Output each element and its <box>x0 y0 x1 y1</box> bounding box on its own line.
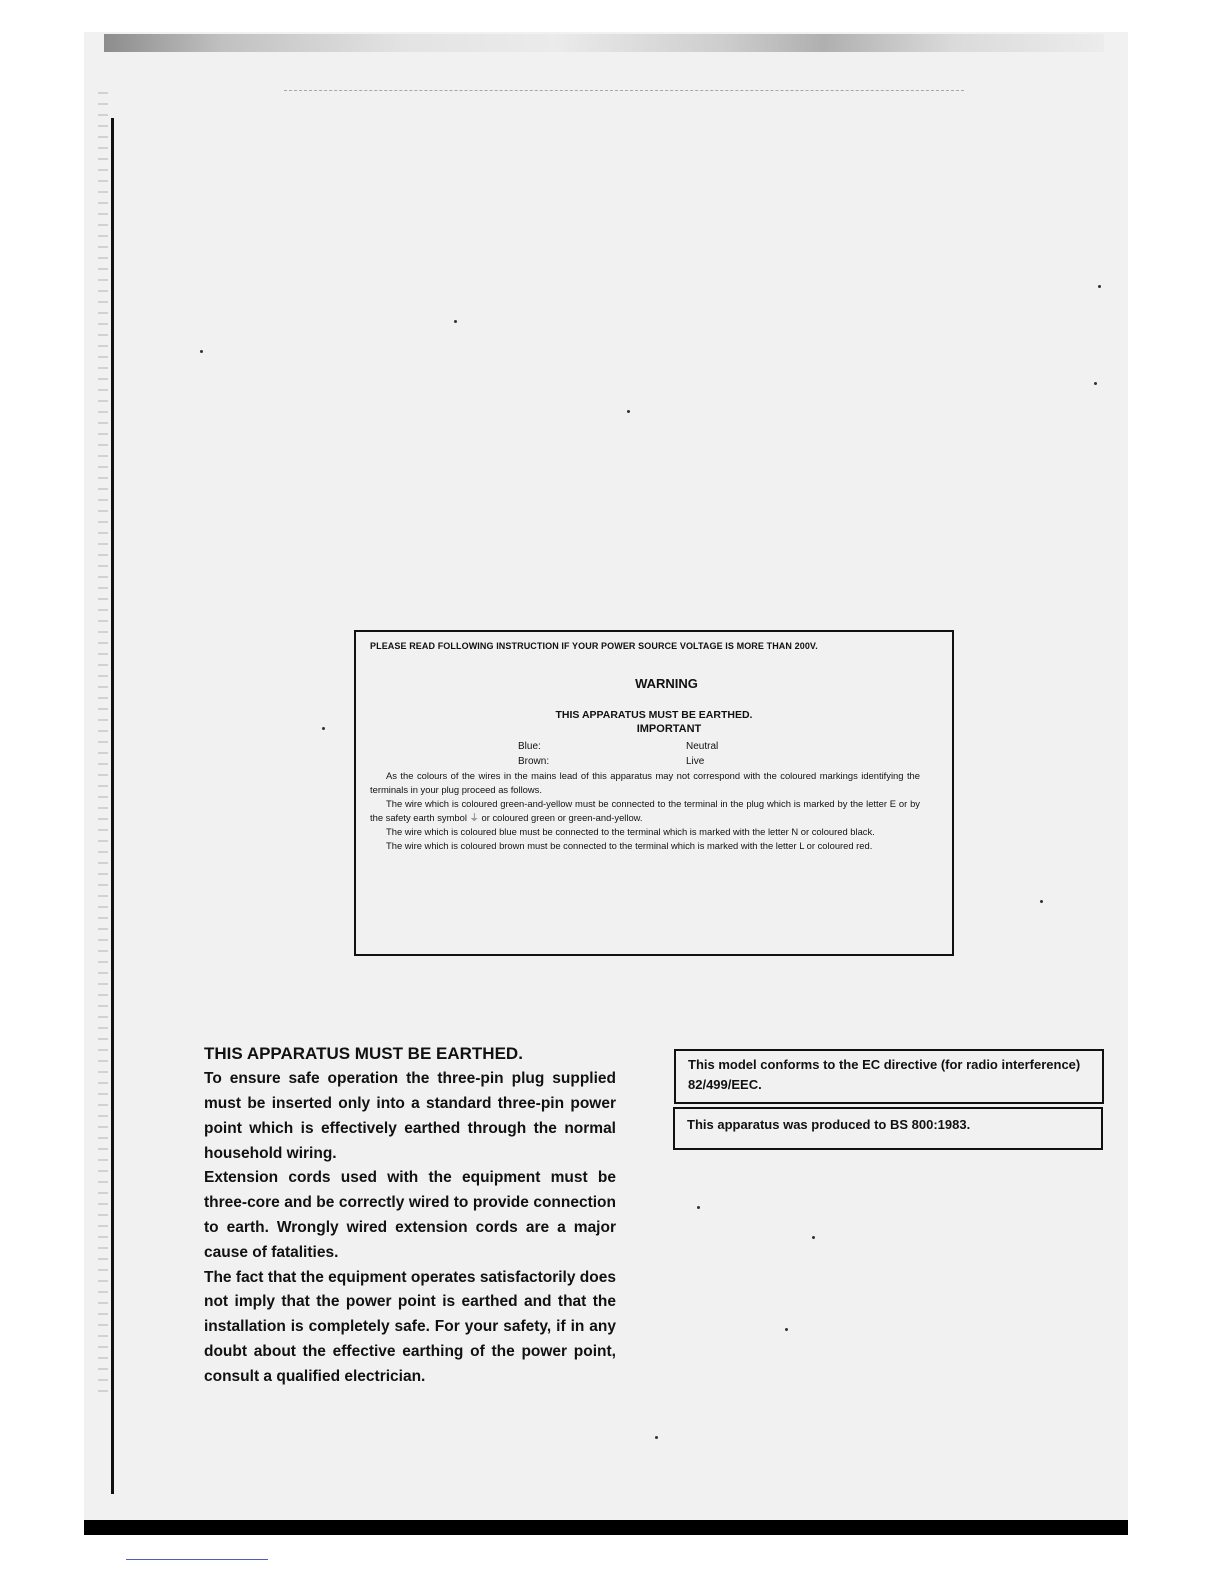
scan-dust <box>655 1436 658 1439</box>
wire-meaning: Neutral <box>686 740 719 752</box>
ec-directive-notice <box>674 1049 1104 1104</box>
wire-colour: Blue: <box>518 740 541 752</box>
footer-rule <box>126 1559 268 1560</box>
warning-header: PLEASE READ FOLLOWING INSTRUCTION IF YOUR POWER SOURCE VOLTAGE IS MORE THAN 200V. <box>370 641 818 651</box>
wire-row-blue <box>518 739 938 754</box>
scan-dust <box>697 1206 700 1209</box>
earthing-title: THIS APPARATUS MUST BE EARTHED. <box>204 1044 523 1063</box>
voltage-warning-box <box>354 630 954 956</box>
scan-artifact-dash <box>284 90 964 92</box>
bs-standard-notice <box>673 1107 1103 1150</box>
scan-dust <box>785 1328 788 1331</box>
bs-standard-text: This apparatus was produced to BS 800:1983. <box>687 1117 971 1132</box>
scan-dust <box>322 727 325 730</box>
bottom-scan-bar <box>84 1520 1128 1535</box>
wire-colour-table <box>518 739 938 769</box>
warning-paragraph: The wire which is coloured brown must be connected to the terminal which is marked with the letter L or coloured red. <box>386 840 873 852</box>
wire-row-brown <box>518 754 938 769</box>
warning-subtitle: THIS APPARATUS MUST BE EARTHED. <box>555 709 753 722</box>
scan-dust <box>627 410 630 413</box>
earthing-paragraph: Extension cords used with the equipment must be three-core and be correctly wired to provide connection to earth. Wrongly wired extension cords are a major cause of fatalities. <box>204 1169 616 1261</box>
scan-artifact-top <box>104 34 1104 52</box>
ec-directive-text: This model conforms to the EC directive (for radio interference) 82/499/EEC. <box>688 1057 1081 1092</box>
warning-title: WARNING <box>635 675 698 691</box>
scan-dust <box>812 1236 815 1239</box>
wire-meaning: Live <box>686 755 705 767</box>
warning-paragraph: As the colours of the wires in the mains lead of this apparatus may not correspond with the coloured markings identifying the terminals in your plug proceed as follows. <box>370 769 920 795</box>
wire-colour: Brown: <box>518 755 550 767</box>
warning-paragraph: The wire which is coloured green-and-yellow must be connected to the terminal in the plug which is marked by the letter E or by the safety earth symbol ⏚ or coloured green or green-and-yellow. <box>370 797 920 823</box>
scan-dust <box>454 320 457 323</box>
scan-dust <box>1098 285 1101 288</box>
left-margin-rule <box>111 118 114 1494</box>
important-label: IMPORTANT <box>636 723 702 736</box>
scan-artifact-left <box>98 92 108 1392</box>
scan-dust <box>1094 382 1097 385</box>
scan-dust <box>1040 900 1043 903</box>
earthing-instructions <box>204 1040 616 1390</box>
earthing-paragraph: To ensure safe operation the three-pin plug supplied must be inserted only into a standard three-pin power point which is effectively earthed through the normal household wiring. <box>204 1070 616 1162</box>
warning-paragraph: The wire which is coloured blue must be connected to the terminal which is marked with the letter N or coloured black. <box>386 825 875 837</box>
earthing-paragraph: The fact that the equipment operates satisfactorily does not imply that the power point is earthed and that the installation is completely safe. For your safety, if in any doubt about the effective earthing of the power point, consult a qualified electrician. <box>204 1268 616 1385</box>
scan-dust <box>200 350 203 353</box>
